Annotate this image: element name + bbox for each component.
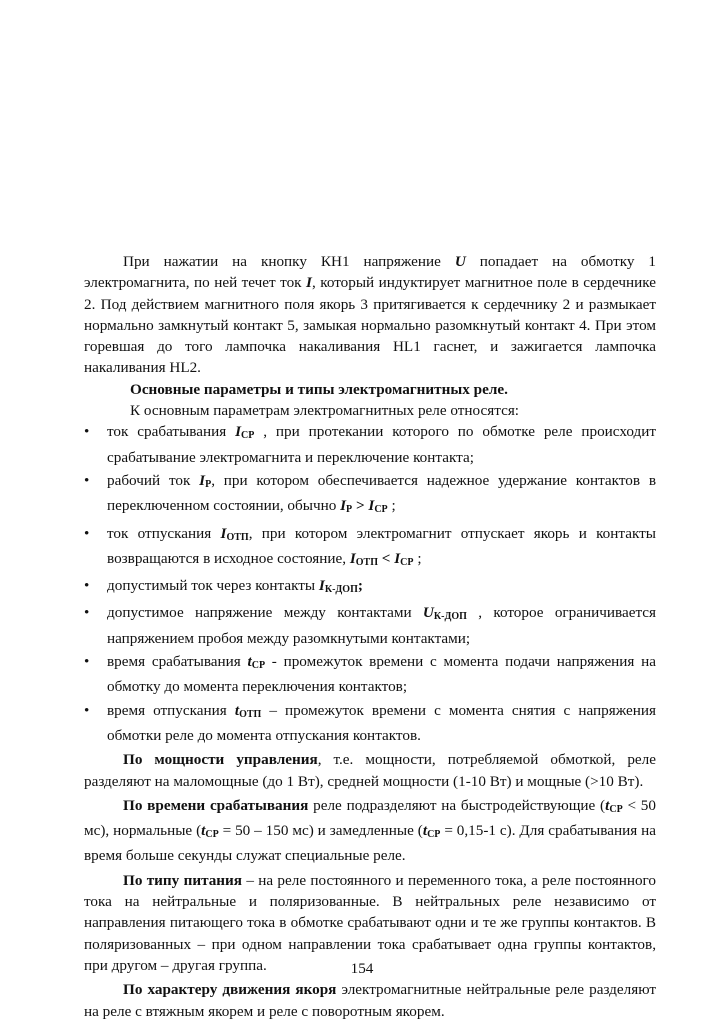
params-intro: К основным параметрам электромагнитных реле относятся:: [130, 402, 520, 420]
bullet-icon: •: [84, 701, 90, 719]
list-item: • ток отпускания $I_{ОТП}$, при котором электромагнит отпускает якорь и контакты возвращаются в исходное состояние, $I_{ОТП} < I_{СР}$ ;: [84, 524, 656, 568]
bullet-icon: •: [84, 577, 90, 595]
list-item: • время отпускания $t_{ОТП}$ – промежуток времени с момента снятия с напряжения обмотки реле до момента отпускания контактов.: [84, 701, 657, 744]
bullet-icon: •: [84, 471, 90, 489]
power-label: По мощности управления: [123, 751, 318, 769]
list-item: • допустимый ток через контакты $I_{К-ДОП}$;: [84, 577, 363, 596]
timing-label: По времени срабатывания: [123, 796, 309, 814]
list-item: • рабочий ток $I_Р$, при котором обеспечивается надежное удержание контактов в переключенном состоянии, обычно $I_Р > I_{СР}$ ;: [84, 471, 656, 516]
supply-paragraph: По типу питания – на реле постоянного и переменного тока, а реле постоянного тока на нейтральные и поляризованные. В нейтральных реле независимо от направления питающего тока в обмотке срабатывают одни и те же группы контактов. В поляризованных – при одном направлении тока срабатывает одна группы контактов, при другом – другая группа.: [84, 871, 656, 974]
bullet-icon: •: [84, 653, 90, 671]
bullet-icon: •: [84, 524, 90, 542]
timing-paragraph: По времени срабатывания реле подразделяют на быстродействующие ($t_{СР} < 50$ мс), нормальные ($t_{СР} = 50 - 150$ мс) и замедленные ($t_{СР} = 0,15-1$ с). Для срабатывания на время больше секунды служат специальные реле.: [84, 796, 656, 865]
bullet-icon: •: [84, 423, 90, 441]
document-body: [84, 251, 656, 1025]
intro-paragraph: При нажатии на кнопку КН1 напряжение U попадает на обмотку 1 электромагнита, по ней течет ток I, который индуктирует магнитное поле в сердечнике 2. Под действием магнитного поля якорь 3 притягивается к сердечнику 2 и размыкает нормально замкнутый контакт 5, замыкая нормально разомкнутый контакт 4. При этом горевшая до того лампочка накаливания HL1 гаснет, и зажигается лампочка накаливания HL2.: [84, 253, 656, 377]
section-heading: Основные параметры и типы электромагнитных реле.: [130, 380, 508, 398]
bullet-icon: •: [84, 604, 90, 622]
voltage-symbol: U: [454, 253, 466, 270]
supply-label: По типу питания: [123, 871, 243, 889]
params-list: [84, 421, 656, 746]
power-paragraph: По мощности управления, т.е. мощности, потребляемой обмоткой, реле разделяют на маломощные (до 1 Вт), средней мощности (1-10 Вт) и мощные (>10 Вт).: [84, 751, 656, 790]
current-symbol: I: [306, 274, 312, 292]
list-item: • допустимое напряжение между контактами $U_{К-ДОП}$ , которое ограничивается напряжением пробоя между разомкнутыми контактами;: [84, 604, 657, 647]
page-number: 154: [350, 960, 374, 977]
list-item: • время срабатывания $t_{СР}$ - промежуток времени с момента подачи напряжения на обмотку до момента переключения контактов;: [84, 653, 657, 696]
armature-label: По характеру движения якоря: [123, 981, 337, 999]
list-item: • ток срабатывания $I_{СР}$ , при протекании которого по обмотке реле происходит срабатывание электромагнита и переключение контакта;: [84, 423, 657, 466]
armature-paragraph: По характеру движения якоря электромагнитные нейтральные реле разделяют на реле с втяжным якорем и реле с поворотным якорем.: [84, 981, 656, 1020]
